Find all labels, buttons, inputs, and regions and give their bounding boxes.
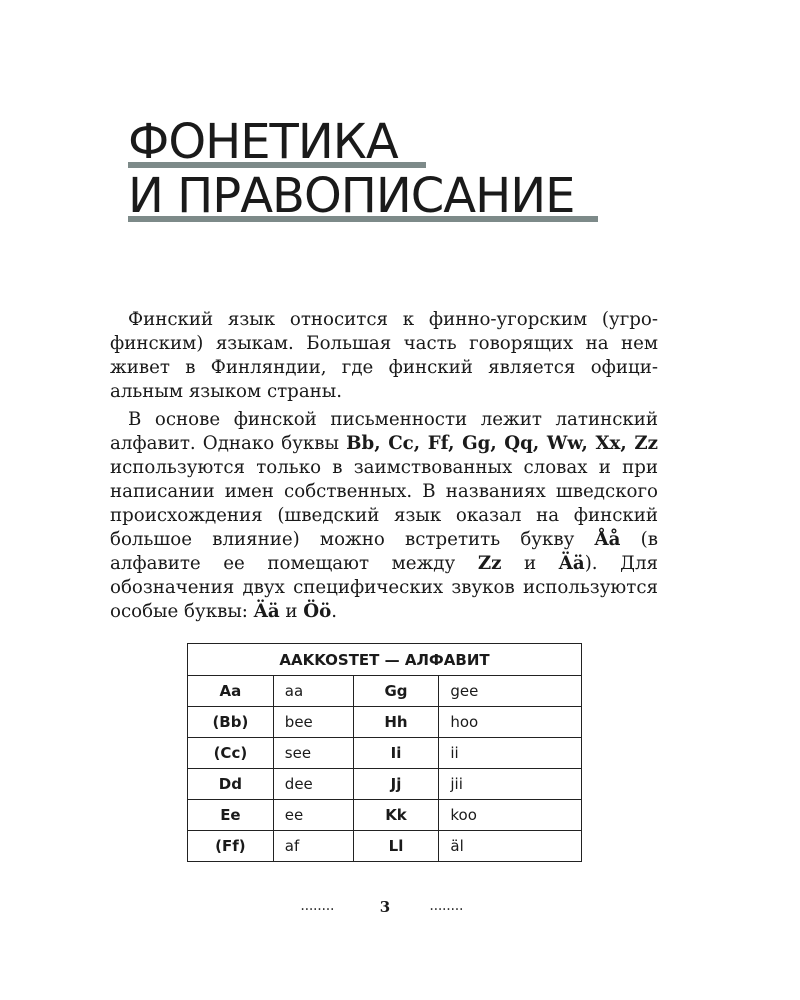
- paragraph-2-bold-run: Ää: [558, 553, 585, 574]
- heading-line-2-text: И ПРАВОПИСАНИЕ: [128, 168, 575, 224]
- table-cell-letter: Jj: [353, 769, 439, 800]
- table-cell-name: aa: [273, 676, 353, 707]
- table-row: [188, 707, 582, 738]
- table-cell-name: bee: [273, 707, 353, 738]
- table-cell-letter: (Bb): [188, 707, 274, 738]
- table-cell-letter: Ee: [188, 800, 274, 831]
- footer-dots-left: ........: [299, 899, 333, 913]
- page-footer: [0, 897, 800, 917]
- paragraph-2-bold-run: Åå: [594, 529, 621, 550]
- paragraph-2-run: и: [279, 601, 304, 622]
- table-cell-letter: Kk: [353, 800, 439, 831]
- paragraph-2-bold-run: Zz: [477, 553, 502, 574]
- paragraph-2-bold-run: Bb, Cc, Ff, Gg, Qq, Ww, Xx, Zz: [346, 433, 658, 454]
- table-cell-letter: Gg: [353, 676, 439, 707]
- chapter-heading: [128, 114, 608, 224]
- paragraph-2-run: .: [331, 601, 338, 622]
- paragraph-2-run: ). Для обозначения двух специфических звуков используются особые буквы:: [110, 553, 658, 622]
- table-cell-name: dee: [273, 769, 353, 800]
- paragraph-2-run: (в алфавите ее помещают между: [110, 529, 658, 574]
- table-cell-name: af: [273, 831, 353, 862]
- table-row: [188, 800, 582, 831]
- table-row: [188, 676, 582, 707]
- table-row: [188, 769, 582, 800]
- table-cell-name: äl: [439, 831, 582, 862]
- table-cell-name: koo: [439, 800, 582, 831]
- table-header-row: [188, 644, 582, 676]
- table-cell-name: gee: [439, 676, 582, 707]
- paragraph-2: [110, 408, 658, 624]
- page-number: 3: [379, 898, 391, 916]
- table-row: [188, 738, 582, 769]
- table-cell-name: hoo: [439, 707, 582, 738]
- table-cell-letter: Hh: [353, 707, 439, 738]
- table-title: AAKKOSTET — АЛФАВИТ: [188, 644, 582, 676]
- table-row: [188, 831, 582, 862]
- heading-line-1-text: ФОНЕТИКА: [128, 114, 398, 170]
- paragraph-2-run: и: [501, 553, 559, 574]
- table-cell-letter: Ii: [353, 738, 439, 769]
- heading-line-2: [128, 168, 608, 224]
- table-cell-name: see: [273, 738, 353, 769]
- table-cell-name: jii: [439, 769, 582, 800]
- table-cell-letter: Ll: [353, 831, 439, 862]
- paragraph-1: Финский язык относится к финно-угорским (угро-финским) языкам. Большая часть говорящих на нем живет в Финляндии, где финский является официальным языком страны.: [110, 309, 658, 402]
- table-cell-letter: (Ff): [188, 831, 274, 862]
- table-cell-letter: Aa: [188, 676, 274, 707]
- paragraph-2-run: В основе финской письменности лежит латинский алфавит. Однако буквы: [110, 409, 658, 454]
- table-cell-letter: (Cc): [188, 738, 274, 769]
- table-cell-name: ee: [273, 800, 353, 831]
- footer-dots-right: ........: [428, 899, 462, 913]
- table-cell-letter: Dd: [188, 769, 274, 800]
- paragraph-2-bold-run: Öö: [303, 601, 332, 622]
- heading-line-1: [128, 114, 608, 170]
- alphabet-table: [187, 643, 582, 862]
- paragraph-2-run: используются только в заимствованных словах и при написании имен собственных. В названиях шведского происхождения (шведский язык оказал на финский большое влияние) можно встретить букву: [110, 457, 658, 550]
- table-cell-name: ii: [439, 738, 582, 769]
- paragraph-2-bold-run: Ää: [253, 601, 280, 622]
- body-text: [110, 308, 658, 624]
